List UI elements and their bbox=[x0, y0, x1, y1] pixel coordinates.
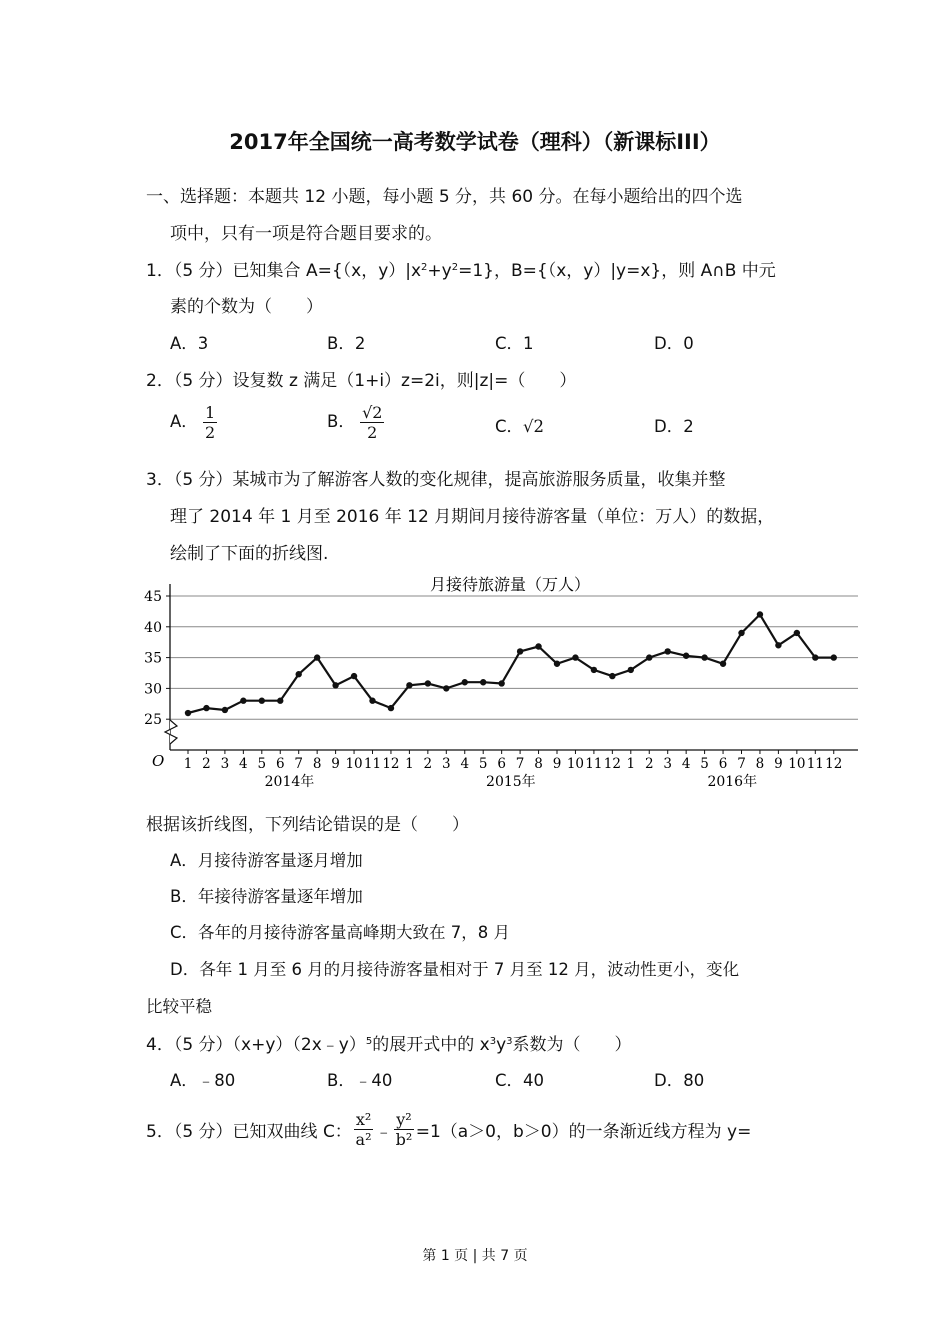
q1-option-c: C．1 bbox=[495, 334, 534, 353]
data-point bbox=[259, 698, 265, 704]
q1-sup-a: 2 bbox=[421, 262, 428, 273]
x-tick-label: 9 bbox=[331, 756, 340, 772]
y-tick-label: 30 bbox=[144, 681, 162, 698]
q2-option-b bbox=[327, 403, 384, 442]
x-tick-label: 3 bbox=[220, 756, 230, 772]
q1-stem-part-c: =1}，B={（x，y）|y=x}，则 A∩B 中元 bbox=[458, 261, 776, 281]
y-tick-label: 45 bbox=[144, 589, 162, 605]
x-tick-label: 8 bbox=[755, 756, 765, 772]
q5-fraction-x bbox=[354, 1110, 373, 1149]
data-point bbox=[462, 679, 468, 685]
q2-option-b-label: B． bbox=[327, 412, 355, 431]
x-tick-label: 9 bbox=[774, 756, 783, 772]
data-point bbox=[351, 673, 357, 679]
fraction-denominator: a² bbox=[355, 1130, 372, 1149]
q4-stem bbox=[146, 1030, 632, 1055]
q4-sup-3a: 3 bbox=[489, 1036, 497, 1047]
x-tick-label: 6 bbox=[718, 756, 728, 772]
x-tick-label: 4 bbox=[460, 756, 470, 772]
data-point bbox=[443, 685, 449, 691]
data-point bbox=[591, 667, 597, 673]
data-point bbox=[720, 661, 726, 667]
page-footer: 第 1 页 | 共 7 页 bbox=[422, 1248, 528, 1264]
data-point bbox=[185, 710, 191, 716]
q4-option-c: C．40 bbox=[495, 1071, 545, 1090]
y-tick-labels bbox=[144, 589, 170, 728]
fraction-numerator: 1 bbox=[205, 403, 216, 422]
fraction-numerator: x² bbox=[355, 1110, 372, 1129]
x-tick-label: 11 bbox=[585, 756, 603, 772]
q5-stem-part-a: 5．（5 分）已知双曲线 C： bbox=[146, 1122, 352, 1142]
q3-option-a: A．月接待游客量逐月增加 bbox=[170, 851, 363, 870]
data-point bbox=[609, 673, 615, 679]
q2-option-a bbox=[170, 403, 217, 442]
q2-option-c-sqrt: √2 bbox=[523, 417, 545, 436]
data-point bbox=[517, 648, 523, 654]
q2-option-a-label: A． bbox=[170, 412, 198, 431]
fraction-denominator: b² bbox=[395, 1130, 413, 1149]
data-point bbox=[701, 654, 707, 660]
q1-sup-b: 2 bbox=[451, 262, 459, 273]
x-tick-label: 3 bbox=[442, 756, 451, 772]
q2-option-c bbox=[495, 413, 544, 437]
data-point bbox=[535, 643, 541, 649]
q4-stem-part-d: 系数为（ ） bbox=[512, 1035, 632, 1055]
x-tick-label: 2 bbox=[644, 756, 654, 772]
x-tick-label: 5 bbox=[478, 756, 488, 772]
chart-title: 月接待旅游量（万人） bbox=[429, 575, 591, 594]
x-tick-label: 6 bbox=[497, 756, 506, 772]
q5-stem-part-b: =1（a＞0，b＞0）的一条渐近线方程为 y= bbox=[415, 1122, 752, 1142]
q4-option-a: A．﹣80 bbox=[170, 1071, 236, 1090]
x-tick-labels bbox=[184, 750, 843, 772]
data-point bbox=[683, 653, 689, 659]
q4-sup-3b: 3 bbox=[506, 1036, 513, 1047]
x-tick-label: 12 bbox=[825, 756, 843, 772]
x-tick-label: 9 bbox=[552, 756, 562, 772]
x-tick-label: 5 bbox=[700, 756, 709, 772]
data-point bbox=[277, 698, 283, 704]
q4-option-b: B．﹣40 bbox=[327, 1071, 393, 1090]
fraction-numerator: √2 bbox=[362, 403, 383, 422]
q3-option-d-line2: 比较平稳 bbox=[146, 997, 212, 1016]
x-tick-label: 12 bbox=[603, 756, 621, 772]
q2-option-d: D．2 bbox=[654, 417, 694, 436]
x-tick-label: 7 bbox=[515, 756, 525, 772]
data-point bbox=[222, 707, 228, 713]
data-point bbox=[646, 654, 652, 660]
data-point bbox=[425, 680, 431, 686]
q2-stem: 2．（5 分）设复数 z 满足（1+i）z=2i，则|z|=（ ） bbox=[146, 371, 577, 391]
data-point bbox=[314, 654, 320, 660]
exam-title: 2017年全国统一高考数学试卷（理科）（新课标III） bbox=[229, 130, 721, 154]
x-tick-label: 4 bbox=[239, 756, 248, 772]
x-tick-label: 1 bbox=[405, 756, 414, 772]
q3-stem-line3: 绘制了下面的折线图. bbox=[170, 544, 329, 564]
data-point bbox=[794, 630, 800, 636]
data-point bbox=[203, 705, 209, 711]
q4-option-d: D．80 bbox=[654, 1071, 705, 1090]
data-point bbox=[775, 642, 781, 648]
fraction-numerator: y² bbox=[396, 1110, 412, 1129]
data-point bbox=[240, 698, 246, 704]
q1-stem-line2: 素的个数为（ ） bbox=[170, 297, 323, 317]
q5-fraction-y bbox=[394, 1110, 413, 1149]
y-tick-label: 35 bbox=[144, 650, 162, 667]
section-intro-line2: 项中，只有一项是符合题目要求的。 bbox=[170, 224, 442, 244]
q1-stem-part-a: 1．（5 分）已知集合 A={（x，y）|x bbox=[146, 261, 422, 281]
x-tick-label: 2 bbox=[202, 756, 211, 772]
data-point bbox=[665, 648, 671, 654]
q3-stem-line1: 3．（5 分）某城市为了解游客人数的变化规律，提高旅游服务质量，收集并整 bbox=[146, 470, 726, 490]
q1-option-a: A．3 bbox=[170, 334, 209, 353]
visitor-line-chart bbox=[140, 570, 870, 795]
x-tick-label: 1 bbox=[183, 756, 193, 772]
q3-option-d-line1: D．各年 1 月至 6 月的月接待游客量相对于 7 月至 12 月，波动性更小，变化 bbox=[170, 960, 740, 979]
fraction-denominator: 2 bbox=[205, 423, 216, 442]
data-point bbox=[831, 654, 837, 660]
section-intro-line1: 一、选择题：本题共 12 小题，每小题 5 分，共 60 分。在每小题给出的四个选 bbox=[146, 187, 743, 207]
q2-option-a-fraction bbox=[203, 403, 217, 442]
q5-minus: ﹣ bbox=[375, 1122, 393, 1142]
data-point bbox=[738, 630, 744, 636]
q3-question: 根据该折线图，下列结论错误的是（ ） bbox=[146, 815, 469, 835]
origin-label: O bbox=[152, 752, 165, 770]
x-tick-label: 1 bbox=[626, 756, 636, 772]
x-tick-label: 8 bbox=[312, 756, 322, 772]
data-point bbox=[296, 671, 302, 677]
year-labels bbox=[265, 773, 757, 790]
data-point bbox=[332, 682, 338, 688]
x-tick-label: 10 bbox=[345, 756, 363, 772]
q4-stem-part-b: 的展开式中的 x bbox=[372, 1035, 490, 1055]
x-tick-label: 11 bbox=[363, 756, 382, 772]
x-tick-label: 10 bbox=[788, 756, 806, 772]
x-tick-label: 10 bbox=[566, 756, 585, 772]
data-point bbox=[812, 654, 818, 660]
x-tick-label: 8 bbox=[534, 756, 543, 772]
x-tick-label: 3 bbox=[663, 756, 672, 772]
q4-sup-5: 5 bbox=[365, 1036, 373, 1047]
fraction-denominator: 2 bbox=[367, 423, 378, 442]
data-point bbox=[757, 611, 763, 617]
year-label: 2015年 bbox=[486, 774, 536, 790]
data-point bbox=[554, 661, 560, 667]
q1-option-b: B．2 bbox=[327, 334, 366, 353]
x-tick-label: 2 bbox=[423, 756, 433, 772]
q5-stem bbox=[146, 1110, 751, 1149]
q2-option-c-label: C． bbox=[495, 417, 524, 436]
x-tick-label: 4 bbox=[681, 756, 691, 772]
x-tick-label: 12 bbox=[382, 756, 400, 772]
x-tick-label: 11 bbox=[806, 756, 824, 772]
series-line bbox=[188, 615, 834, 714]
data-point bbox=[369, 698, 375, 704]
year-label: 2016年 bbox=[707, 774, 758, 790]
data-point bbox=[498, 680, 504, 686]
q4-stem-part-a: 4．（5 分）（x+y）（2x﹣y） bbox=[146, 1035, 366, 1055]
q3-option-c: C．各年的月接待游客量高峰期大致在 7，8 月 bbox=[170, 923, 511, 942]
data-point bbox=[406, 682, 412, 688]
q1-option-d: D．0 bbox=[654, 334, 694, 353]
q1-stem-part-b: +y bbox=[427, 261, 452, 281]
y-tick-label: 40 bbox=[144, 619, 162, 636]
data-point bbox=[628, 667, 634, 673]
year-label: 2014年 bbox=[264, 774, 315, 790]
axis-break-icon bbox=[165, 720, 177, 744]
y-tick-label: 25 bbox=[144, 712, 162, 729]
q1-stem-line1 bbox=[146, 256, 776, 281]
data-point bbox=[388, 705, 394, 711]
q3-option-b: B．年接待游客量逐年增加 bbox=[170, 887, 363, 906]
x-tick-label: 7 bbox=[737, 756, 746, 772]
q2-option-b-fraction bbox=[360, 403, 384, 442]
data-point bbox=[480, 679, 486, 685]
q3-stem-line2: 理了 2014 年 1 月至 2016 年 12 月期间月接待游客量（单位：万人）的数据， bbox=[170, 507, 775, 527]
data-point bbox=[572, 654, 578, 660]
x-tick-label: 7 bbox=[294, 756, 303, 772]
q4-stem-part-c: y bbox=[496, 1035, 507, 1055]
x-tick-label: 5 bbox=[257, 756, 267, 772]
x-tick-label: 6 bbox=[275, 756, 285, 772]
